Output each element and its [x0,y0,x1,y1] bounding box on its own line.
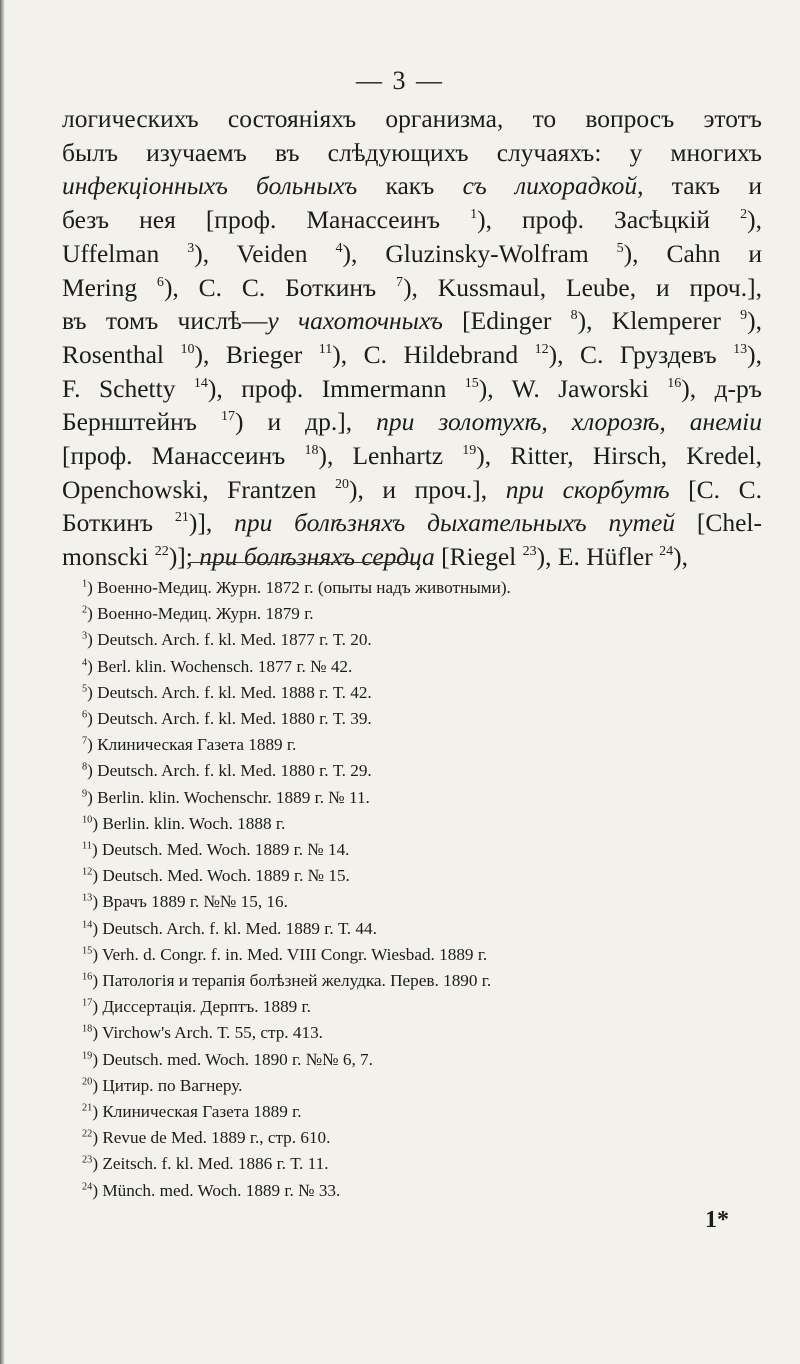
footnote-item [82,889,762,915]
body-line: Бернштейнъ $^{17}$) и др.], при золотухѣ, хлорозѣ, анеміи [62,407,763,437]
footnote-item [82,916,762,942]
body-line: F. Schetty $^{14}$), проф. Immermann $^{15}$), W. Jaworski $^{16}$), д-ръ [62,373,762,403]
body-line: въ томъ числѣ—у чахоточныхъ [Edinger $^8$), Klemperer $^9$), [62,306,762,336]
footnote-text: ) Диссертація. Дерптъ. 1889 г. [92,997,311,1017]
footnote-text: ) Deutsch. Med. Woch. 1889 г. № 15. [92,866,350,886]
footnote-item [82,1125,762,1151]
footnote-number: 15 [82,945,93,957]
body-line: Mering $^6$), С. С. Боткинъ $^7$), Kussmaul, Leube, и проч.], [62,272,762,302]
body-text [62,102,762,574]
footnote-text: ) Virchow's Arch. Т. 55, стр. 413. [92,1023,323,1043]
footnote-item [82,1047,762,1073]
footnote-item [82,1151,762,1177]
body-line: былъ изучаемъ въ слѣдующихъ случаяхъ: у многихъ [62,137,762,167]
footnote-number: 1 [82,578,88,590]
footnote-text: ) Revue de Med. 1889 г., стр. 610. [92,1128,331,1148]
body-line: Боткинъ $^{21}$)], при болѣзняхъ дыхательныхъ путей [Chel- [62,508,762,538]
footnote-number: 12 [82,866,93,878]
footnote-text: ) Клиническая Газета 1889 г. [92,1102,302,1122]
footnote-text: ) Военно-Медиц. Журн. 1879 г. [87,604,314,624]
footnote-text: ) Verh. d. Congr. f. in. Med. VIII Congr. Wiesbad. 1889 г. [92,944,488,964]
footnote-number: 6 [82,709,88,721]
body-line: Openchowski, Frantzen $^{20}$), и проч.], при скорбутѣ [С. С. [62,474,762,504]
footnote-item [82,627,762,653]
footnote-item [82,785,762,811]
footnote-number: 22 [82,1128,93,1140]
footnote-text: ) Münch. med. Woch. 1889 г. № 33. [92,1180,341,1200]
footnote-number: 4 [82,656,88,668]
body-line: Rosenthal $^{10}$), Brieger $^{11}$), C. Hildebrand $^{12}$), С. Груздевъ $^{13}$), [62,339,762,369]
page-number: — 3 — [356,66,444,95]
footnotes [82,575,762,1204]
footnote-number: 14 [82,918,93,930]
footnote-text: ) Zeitsch. f. kl. Med. 1886 г. Т. 11. [92,1154,329,1174]
footnote-text: ) Deutsch. Med. Woch. 1889 г. № 14. [91,840,350,860]
body-line: безъ нея [проф. Манассеинъ $^1$), проф. Засѣцкій $^2$), [62,205,762,235]
footnote-item [82,863,762,889]
footnote-item [82,732,762,758]
signature-mark: 1* [705,1207,729,1233]
footnote-number: 20 [82,1076,93,1088]
footnote-item [82,1020,762,1046]
footnote-number: 16 [82,971,93,983]
footnote-item [82,654,762,680]
footnote-number: 2 [82,604,88,616]
footnote-text: ) Deutsch. Arch. f. kl. Med. 1888 г. Т. 42. [87,682,372,702]
footnote-item [82,811,762,837]
footnote-item [82,994,762,1020]
footnote-item [82,1178,762,1204]
footnote-text: ) Военно-Медиц. Журн. 1872 г. (опыты надъ животными). [87,578,511,597]
footnote-number: 21 [82,1102,93,1114]
body-line: инфекціонныхъ больныхъ какъ съ лихорадкой, такъ и [62,171,762,201]
footnote-number: 5 [82,683,88,695]
footnote-text: ) Berlin. klin. Wochenschr. 1889 г. № 11. [87,787,370,807]
footnote-text: ) Deutsch. Arch. f. kl. Med. 1880 г. Т. 39. [87,709,372,729]
body-line: [проф. Манассеинъ $^{18}$), Lenhartz $^{19}$), Ritter, Hirsch, Kredel, [62,441,762,471]
footnote-item [82,1099,762,1125]
footnote-text: ) Deutsch. Arch. f. kl. Med. 1877 г. Т. 20. [87,630,372,650]
footnote-item [82,601,762,627]
footnote-number: 24 [82,1180,93,1192]
footnote-number: 8 [82,761,88,773]
footnote-item [82,758,762,784]
footnote-item [82,1073,762,1099]
footnote-item [82,968,762,994]
footnote-item [82,706,762,732]
footnote-number: 7 [82,735,88,747]
page-edge [0,0,5,1364]
footnote-divider [190,562,418,563]
body-line: monscki $^{22}$)]; при болѣзняхъ сердца [Riegel $^{23}$), E. Hüfler $^{24}$), [62,542,689,572]
footnote-number: 10 [82,814,93,826]
footnote-item [82,837,762,863]
footnote-text: ) Deutsch. Arch. f. kl. Med. 1880 г. Т. 29. [87,761,372,781]
footnote-text: ) Цитир. по Вагнеру. [92,1075,243,1095]
footnote-text: ) Клиническая Газета 1889 г. [87,735,297,755]
footnote-text: ) Berlin. klin. Woch. 1888 г. [92,813,286,833]
footnote-text: ) Deutsch. med. Woch. 1890 г. №№ 6, 7. [92,1049,373,1069]
footnote-text: ) Deutsch. Arch. f. kl. Med. 1889 г. Т. 44. [92,918,377,938]
footnote-item [82,575,762,601]
footnote-number: 18 [82,1023,93,1035]
footnote-number: 3 [82,630,88,642]
footnote-number: 19 [82,1049,93,1061]
footnote-item [82,942,762,968]
footnote-text: ) Berl. klin. Wochensch. 1877 г. № 42. [87,656,353,676]
footnote-number: 23 [82,1154,93,1166]
body-line: Uffelman $^3$), Veiden $^4$), Gluzinsky-Wolfram $^5$), Cahn и [62,238,762,268]
footnote-item [82,680,762,706]
footnote-number: 9 [82,787,88,799]
footnote-number: 13 [82,892,93,904]
footnote-text: ) Патологія и терапія болѣзней желудка. Перев. 1890 г. [92,971,492,991]
footnote-number: 11 [82,840,92,852]
body-line: логическихъ состояніяхъ организма, то вопросъ этотъ [62,104,762,133]
footnote-number: 17 [82,997,93,1009]
footnote-text: ) Врачъ 1889 г. №№ 15, 16. [92,892,288,912]
